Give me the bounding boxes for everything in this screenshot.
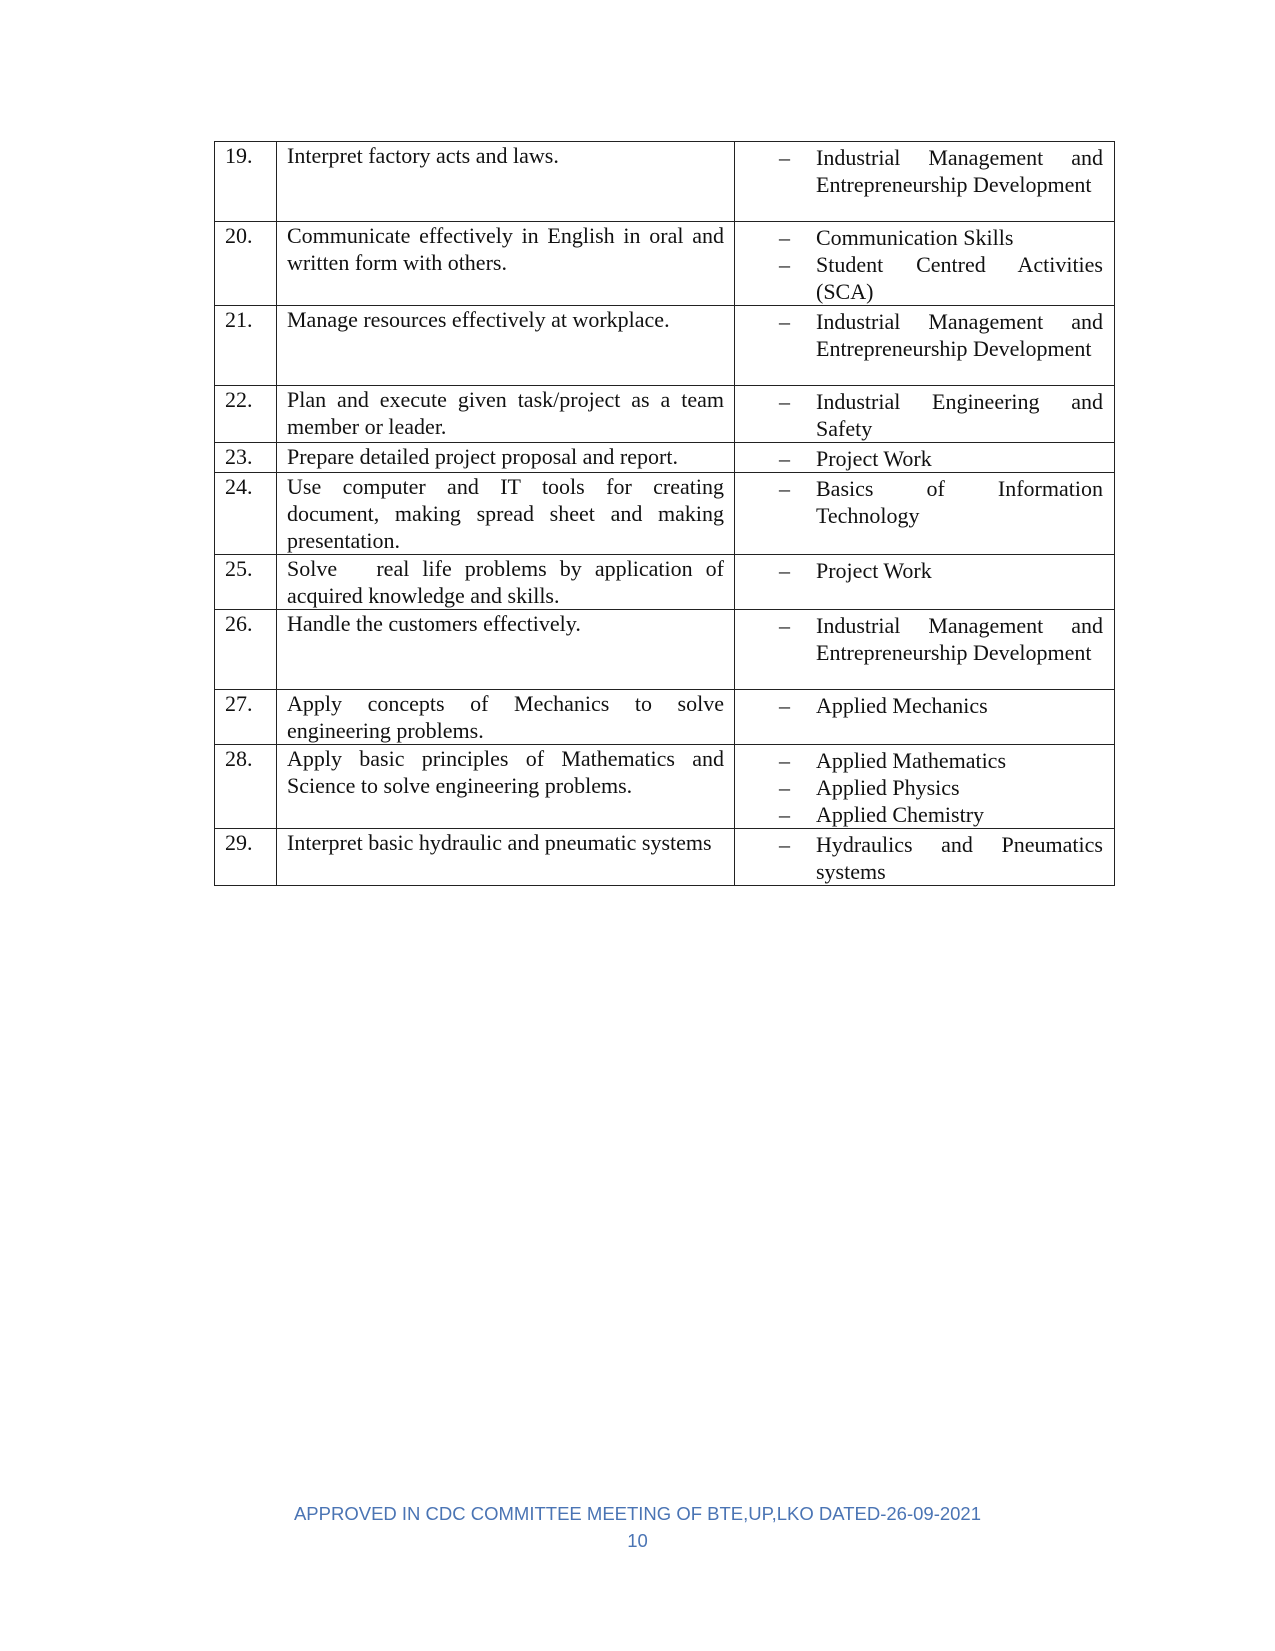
course-item	[735, 251, 1103, 305]
dash-bullet-icon: –	[779, 145, 790, 170]
dash-bullet-icon: –	[779, 252, 790, 277]
table-row	[215, 690, 1115, 745]
course-item	[735, 747, 1103, 774]
table-row	[215, 142, 1115, 222]
course-item	[735, 308, 1103, 362]
course-name: Basics of Information Technology	[816, 476, 1103, 528]
outcome-text: Interpret factory acts and laws.	[277, 142, 735, 222]
course-name: Industrial Engineering and Safety	[816, 389, 1103, 441]
course-list	[735, 610, 1115, 690]
course-list	[735, 829, 1115, 886]
course-name: Communication Skills	[816, 225, 1014, 250]
row-number: 20.	[215, 222, 277, 306]
row-number: 24.	[215, 473, 277, 555]
row-number: 23.	[215, 443, 277, 473]
course-name: Industrial Management and Entrepreneurship Development	[816, 145, 1103, 197]
outcome-text: Interpret basic hydraulic and pneumatic systems	[277, 829, 735, 886]
dash-bullet-icon: –	[779, 446, 790, 471]
dash-bullet-icon: –	[779, 693, 790, 718]
course-name: Industrial Management and Entrepreneurship Development	[816, 613, 1103, 665]
dash-bullet-icon: –	[779, 775, 790, 800]
course-name: Hydraulics and Pneumatics systems	[816, 832, 1103, 884]
course-item	[735, 445, 1103, 472]
dash-bullet-icon: –	[779, 613, 790, 638]
table-row	[215, 555, 1115, 610]
outcome-text: Apply basic principles of Mathematics and Science to solve engineering problems.	[277, 745, 735, 829]
outcome-text: Prepare detailed project proposal and report.	[277, 443, 735, 473]
course-name: Project Work	[816, 558, 932, 583]
course-list	[735, 142, 1115, 222]
course-list	[735, 222, 1115, 306]
outcome-text: Solve real life problems by application of acquired knowledge and skills.	[277, 555, 735, 610]
outcome-text: Apply concepts of Mechanics to solve engineering problems.	[277, 690, 735, 745]
table-row	[215, 610, 1115, 690]
outcome-text: Manage resources effectively at workplace.	[277, 306, 735, 386]
course-list	[735, 386, 1115, 443]
dash-bullet-icon: –	[779, 558, 790, 583]
dash-bullet-icon: –	[779, 476, 790, 501]
dash-bullet-icon: –	[779, 832, 790, 857]
dash-bullet-icon: –	[779, 225, 790, 250]
row-number: 22.	[215, 386, 277, 443]
course-name: Applied Mechanics	[816, 693, 988, 718]
row-number: 29.	[215, 829, 277, 886]
course-item	[735, 612, 1103, 666]
course-list	[735, 443, 1115, 473]
dash-bullet-icon: –	[779, 802, 790, 827]
course-list	[735, 555, 1115, 610]
course-item	[735, 774, 1103, 801]
course-item	[735, 801, 1103, 828]
dash-bullet-icon: –	[779, 309, 790, 334]
table-row	[215, 222, 1115, 306]
row-number: 28.	[215, 745, 277, 829]
course-name: Project Work	[816, 446, 932, 471]
table-row	[215, 829, 1115, 886]
dash-bullet-icon: –	[779, 389, 790, 414]
row-number: 25.	[215, 555, 277, 610]
table-body	[215, 142, 1115, 886]
page-number: 10	[627, 1530, 648, 1551]
course-item	[735, 831, 1103, 885]
course-name: Student Centred Activities (SCA)	[816, 252, 1103, 304]
table-row	[215, 386, 1115, 443]
course-item	[735, 388, 1103, 442]
course-list	[735, 690, 1115, 745]
dash-bullet-icon: –	[779, 748, 790, 773]
course-item	[735, 224, 1103, 251]
course-list	[735, 745, 1115, 829]
row-number: 26.	[215, 610, 277, 690]
table-row	[215, 473, 1115, 555]
course-item	[735, 557, 1103, 584]
course-list	[735, 306, 1115, 386]
table-row	[215, 306, 1115, 386]
row-number: 27.	[215, 690, 277, 745]
course-name: Applied Mathematics	[816, 748, 1007, 773]
outcome-text: Use computer and IT tools for creating document, making spread sheet and making presentation.	[277, 473, 735, 555]
row-number: 21.	[215, 306, 277, 386]
course-list	[735, 473, 1115, 555]
outcome-text: Handle the customers effectively.	[277, 610, 735, 690]
footer-approval-note: APPROVED IN CDC COMMITTEE MEETING OF BTE,UP,LKO DATED-26-09-2021	[293, 1503, 982, 1524]
table-row	[215, 443, 1115, 473]
course-name: Applied Physics	[816, 775, 960, 800]
outcome-text: Plan and execute given task/project as a team member or leader.	[277, 386, 735, 443]
outcome-text: Communicate effectively in English in oral and written form with others.	[277, 222, 735, 306]
row-number: 19.	[215, 142, 277, 222]
course-item	[735, 692, 1103, 719]
course-item	[735, 475, 1103, 529]
table-row	[215, 745, 1115, 829]
course-name: Applied Chemistry	[816, 802, 985, 827]
course-name: Industrial Management and Entrepreneurship Development	[816, 309, 1103, 361]
outcomes-course-table	[214, 141, 1115, 886]
course-item	[735, 144, 1103, 198]
